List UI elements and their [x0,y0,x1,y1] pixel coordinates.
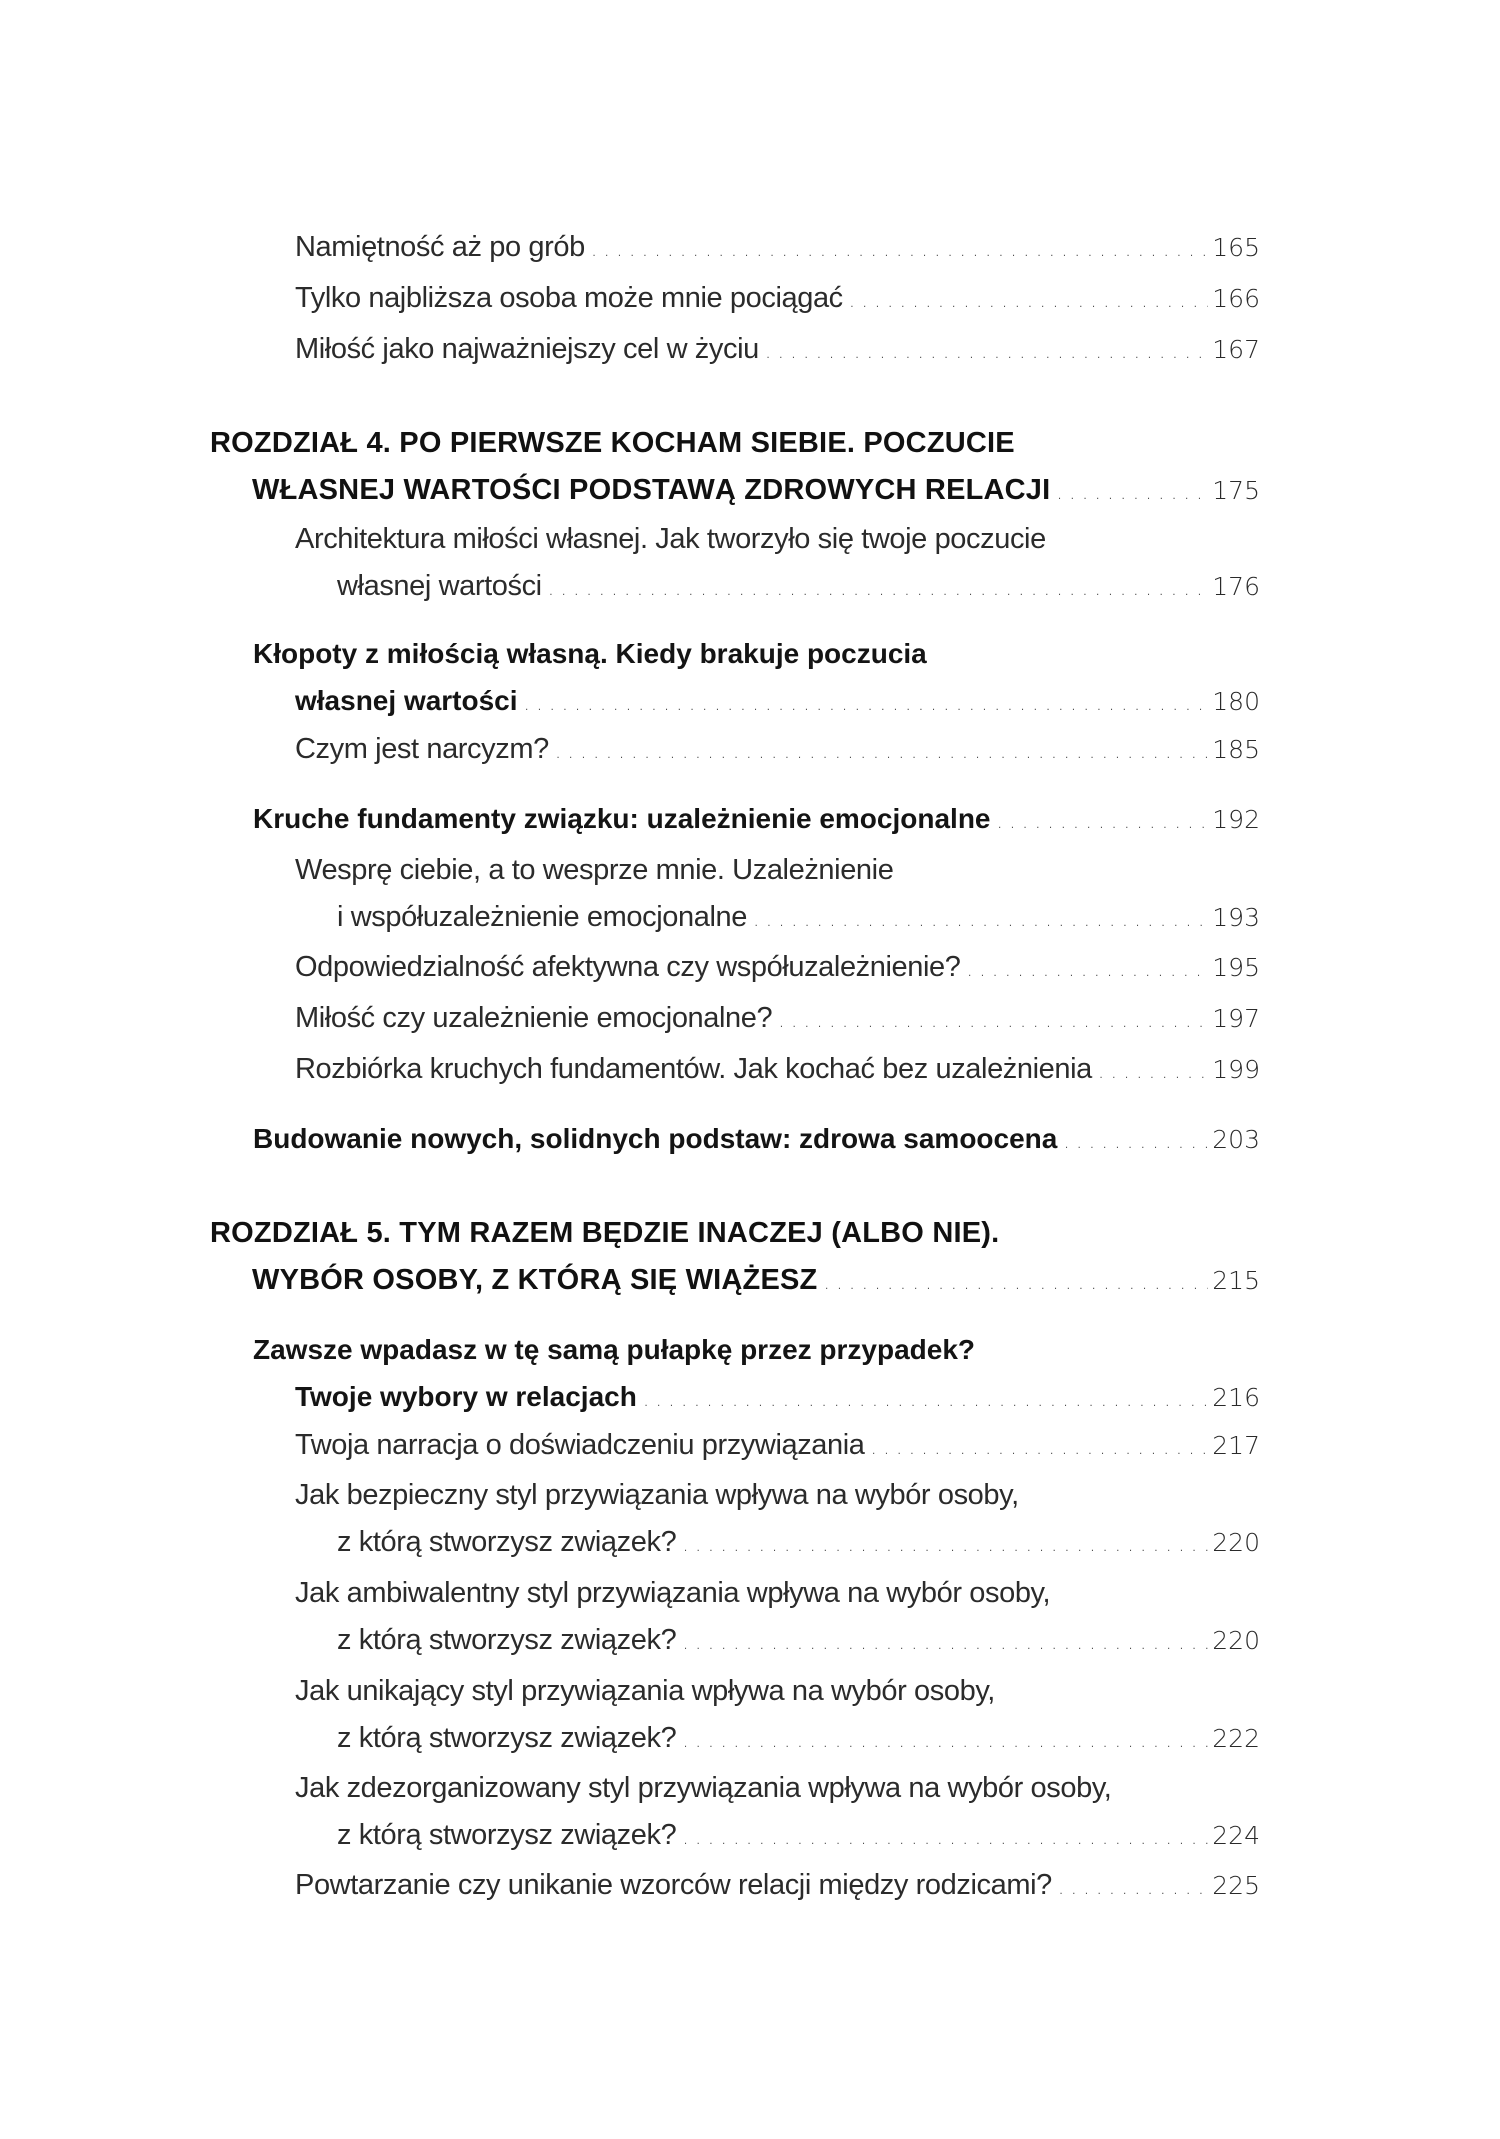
page-number: 197 [1212,1004,1260,1033]
dot-leader [591,226,1208,274]
page-number: 195 [1212,953,1260,982]
toc-entry[interactable] [295,944,1260,991]
entry-title: Jak bezpieczny styl przywiązania wpływa na wybór osoby, [295,1479,1019,1511]
toc-entry[interactable] [295,1422,1260,1469]
toc-entry[interactable] [295,995,1260,1042]
chapter-title-line: ROZDZIAŁ 4. PO PIERWSZE KOCHAM SIEBIE. POCZUCIE [210,427,1015,459]
chapter-title-line: WŁASNEJ WARTOŚCI PODSTAWĄ ZDROWYCH RELACJI [252,474,1051,506]
toc-entry[interactable] [295,1570,1260,1664]
toc-entry[interactable] [295,1472,1260,1566]
toc-entry[interactable] [295,726,1260,773]
entry-title: Jak zdezorganizowany styl przywiązania wpływa na wybór osoby, [295,1772,1112,1804]
page-number: 225 [1212,1871,1260,1900]
page-number: 166 [1212,284,1260,313]
dot-leader [753,896,1208,944]
entry-title: Miłość czy uzależnienie emocjonalne? [295,1002,773,1034]
entry-title: Powtarzanie czy unikanie wzorców relacji między rodzicami? [295,1869,1052,1901]
toc-entry[interactable] [295,1765,1260,1859]
toc-entry[interactable] [295,847,1260,941]
toc-entry[interactable] [295,275,1260,322]
dot-leader [849,277,1208,325]
dot-leader [524,680,1209,728]
page-number: 222 [1212,1724,1260,1753]
page-number: 220 [1212,1626,1260,1655]
dot-leader [548,565,1209,613]
section-title: Budowanie nowych, solidnych podstaw: zdrowa samoocena [253,1123,1058,1154]
dot-leader [682,1521,1208,1569]
entry-title: z którą stworzysz związek? [337,1624,677,1656]
page-number: 216 [1212,1383,1260,1412]
page-number: 224 [1212,1821,1260,1850]
page-number: 217 [1212,1431,1260,1460]
toc-entry[interactable] [295,224,1260,271]
entry-title: Czym jest narcyzm? [295,733,549,765]
dot-leader [778,997,1208,1045]
toc-chapter-entry[interactable] [210,420,1260,514]
section-title: własnej wartości [295,685,518,716]
page-number: 165 [1212,233,1260,262]
toc-section-entry[interactable] [253,1115,1260,1162]
entry-title: Miłość jako najważniejszy cel w życiu [295,333,759,365]
dot-leader [682,1814,1208,1862]
page-number: 220 [1212,1528,1260,1557]
toc-section-entry[interactable] [253,1326,1260,1420]
dot-leader [1058,1864,1208,1912]
dot-leader [682,1717,1208,1765]
dot-leader [765,328,1208,376]
entry-title: Rozbiórka kruchych fundamentów. Jak kochać bez uzależnienia [295,1053,1092,1085]
page-number: 192 [1212,805,1260,834]
dot-leader [643,1376,1208,1424]
section-title: Kłopoty z miłością własną. Kiedy brakuje poczucia [253,638,927,669]
section-title: Zawsze wpadasz w tę samą pułapkę przez przypadek? [253,1334,976,1365]
entry-title: z którą stworzysz związek? [337,1526,677,1558]
dot-leader [871,1424,1209,1472]
entry-title: Twoja narracja o doświadczeniu przywiązania [295,1429,865,1461]
section-title: Kruche fundamenty związku: uzależnienie emocjonalne [253,803,991,834]
toc-chapter-entry[interactable] [210,1210,1260,1304]
page-number: 180 [1212,687,1260,716]
toc-entry[interactable] [295,326,1260,373]
page-number: 185 [1212,735,1260,764]
toc-entry[interactable] [295,516,1260,610]
dot-leader [1056,469,1208,517]
page-number: 203 [1212,1125,1260,1154]
toc-section-entry[interactable] [253,630,1260,724]
page-number: 167 [1212,335,1260,364]
dot-leader [555,728,1208,776]
toc-section-entry[interactable] [253,795,1260,842]
dot-leader [997,798,1209,846]
toc-entry[interactable] [295,1668,1260,1762]
entry-title: własnej wartości [337,570,542,602]
dot-leader [1098,1048,1208,1096]
page-number: 199 [1212,1055,1260,1084]
entry-title: Tylko najbliższa osoba może mnie pociągać [295,282,843,314]
entry-title: z którą stworzysz związek? [337,1819,677,1851]
entry-title: Wesprę ciebie, a to wesprze mnie. Uzależnienie [295,854,894,886]
chapter-title-line: ROZDZIAŁ 5. TYM RAZEM BĘDZIE INACZEJ (ALBO NIE). [210,1217,1000,1249]
page-number: 193 [1212,903,1260,932]
chapter-title-line: WYBÓR OSOBY, Z KTÓRĄ SIĘ WIĄŻESZ [252,1264,818,1296]
entry-title: Architektura miłości własnej. Jak tworzyło się twoje poczucie [295,523,1046,555]
section-title: Twoje wybory w relacjach [295,1381,637,1412]
entry-title: Jak ambiwalentny styl przywiązania wpływa na wybór osoby, [295,1577,1051,1609]
entry-title: Jak unikający styl przywiązania wpływa na wybór osoby, [295,1675,995,1707]
toc-entry[interactable] [295,1862,1260,1909]
entry-title: Odpowiedzialność afektywna czy współuzależnienie? [295,951,961,983]
entry-title: z którą stworzysz związek? [337,1722,677,1754]
dot-leader [1063,1118,1208,1166]
dot-leader [967,946,1209,994]
toc-entry[interactable] [295,1046,1260,1093]
entry-title: i współuzależnienie emocjonalne [337,901,747,933]
page-number: 176 [1212,572,1260,601]
dot-leader [823,1259,1208,1307]
page-number: 175 [1212,476,1260,505]
dot-leader [682,1619,1208,1667]
page-number: 215 [1212,1266,1260,1295]
entry-title: Namiętność aż po grób [295,231,585,263]
